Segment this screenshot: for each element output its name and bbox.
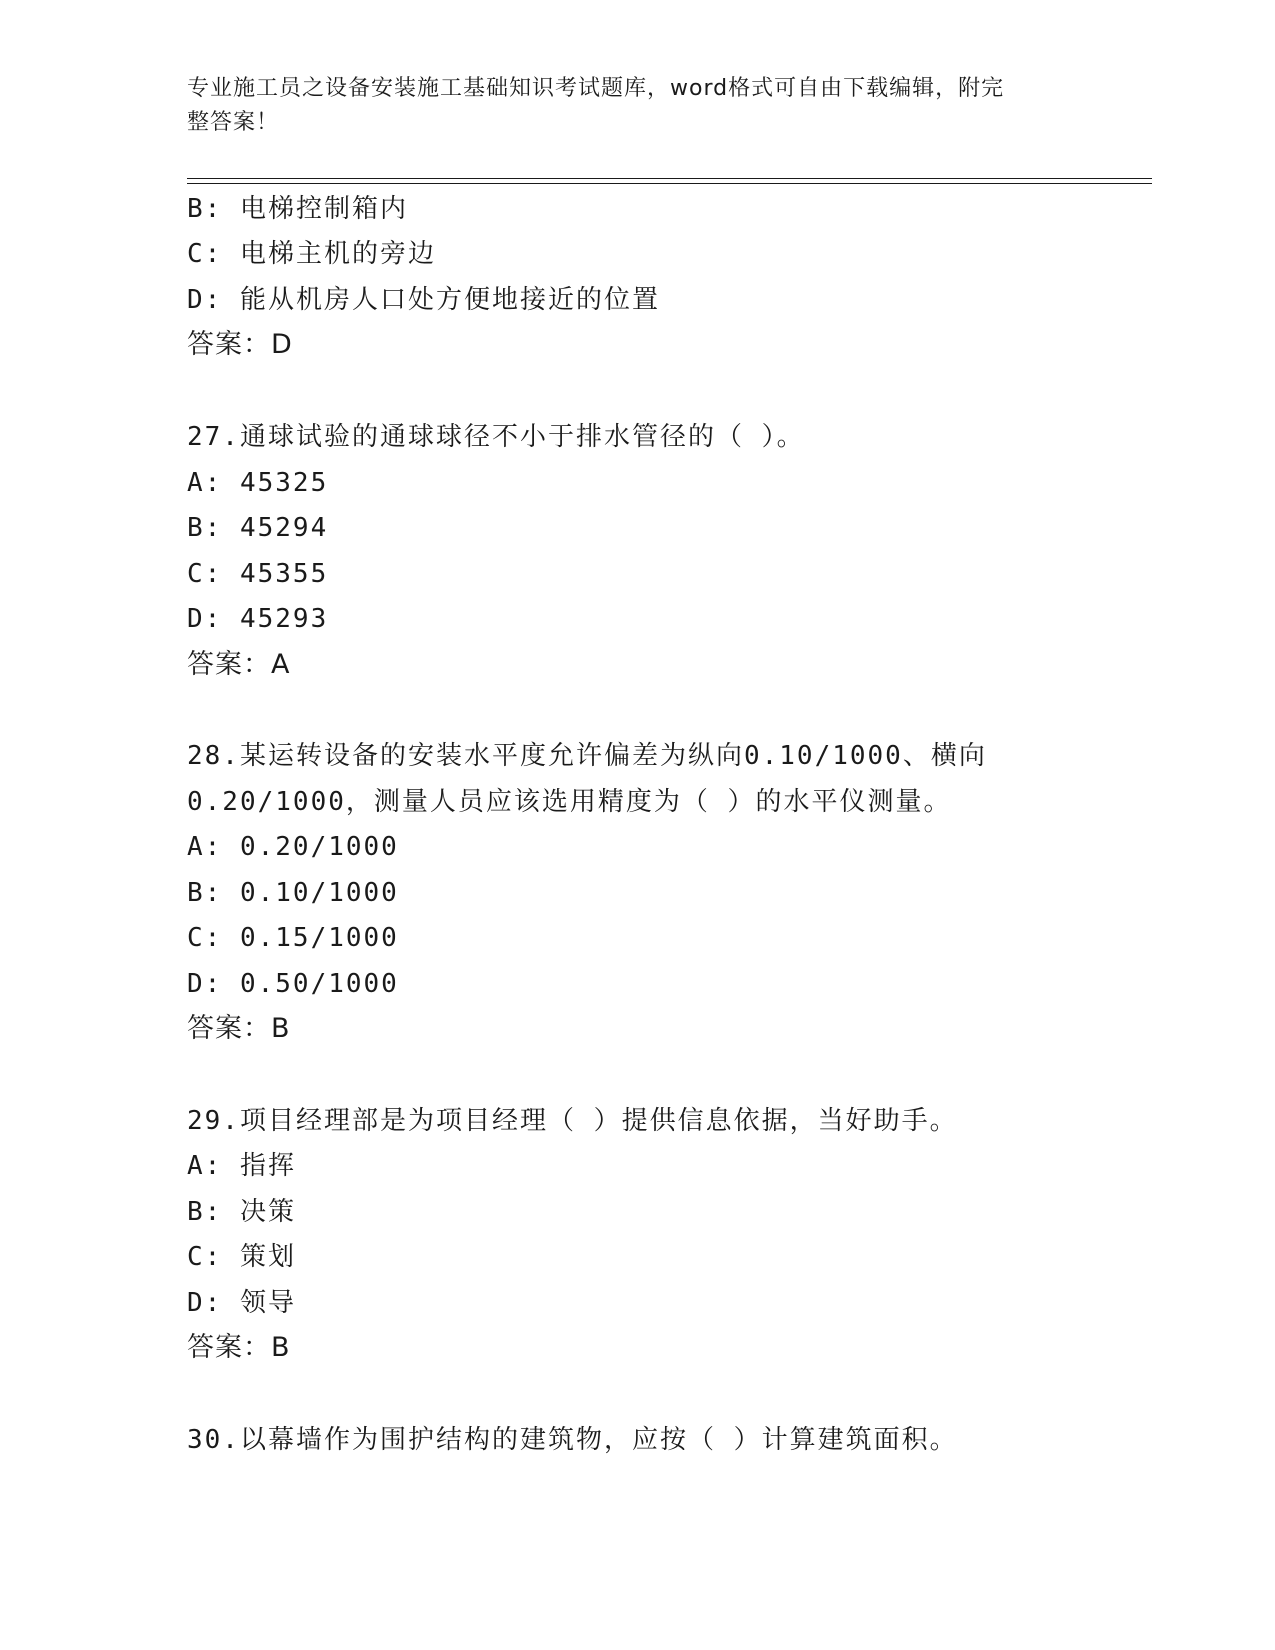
q29-question: 29.项目经理部是为项目经理（ ）提供信息依据，当好助手。 <box>187 1106 958 1136</box>
q28-option-b: B: 0.10/1000 <box>187 878 399 908</box>
q27-option-d: D: 45293 <box>187 604 329 634</box>
q28-option-a: A: 0.20/1000 <box>187 832 399 862</box>
q28-option-c: C: 0.15/1000 <box>187 923 399 953</box>
q27-option-a: A: 45325 <box>187 468 329 498</box>
document-header <box>187 72 1087 140</box>
q29-option-b: B: 决策 <box>187 1197 296 1227</box>
q27-question: 27.通球试验的通球球径不小于排水管径的（ ）。 <box>187 422 805 452</box>
q28-question-line-2: 0.20/1000，测量人员应该选用精度为（ ）的水平仪测量。 <box>187 787 952 817</box>
header-divider-top <box>187 178 1152 179</box>
q28-question-line-1: 28.某运转设备的安装水平度允许偏差为纵向0.10/1000、横向 <box>187 741 987 771</box>
q28-answer: 答案：B <box>187 1013 291 1044</box>
q30-question: 30.以幕墙作为围护结构的建筑物，应按（ ）计算建筑面积。 <box>187 1425 958 1455</box>
q28-option-d: D: 0.50/1000 <box>187 969 399 999</box>
q26-option-b: B: 电梯控制箱内 <box>187 194 408 224</box>
header-line-1: 专业施工员之设备安装施工基础知识考试题库，word格式可自由下载编辑，附完 <box>187 76 1005 101</box>
q26-option-d: D: 能从机房人口处方便地接近的位置 <box>187 285 660 315</box>
q27-option-b: B: 45294 <box>187 513 329 543</box>
q27-option-c: C: 45355 <box>187 559 329 589</box>
q29-option-a: A: 指挥 <box>187 1151 296 1181</box>
header-line-2: 整答案！ <box>187 110 280 135</box>
q26-answer: 答案：D <box>187 329 293 360</box>
q27-answer: 答案：A <box>187 649 291 680</box>
q29-option-d: D: 领导 <box>187 1288 296 1318</box>
q29-answer: 答案：B <box>187 1332 291 1363</box>
q29-option-c: C: 策划 <box>187 1242 296 1272</box>
header-divider-bottom <box>187 183 1152 184</box>
q26-option-c: C: 电梯主机的旁边 <box>187 239 436 269</box>
